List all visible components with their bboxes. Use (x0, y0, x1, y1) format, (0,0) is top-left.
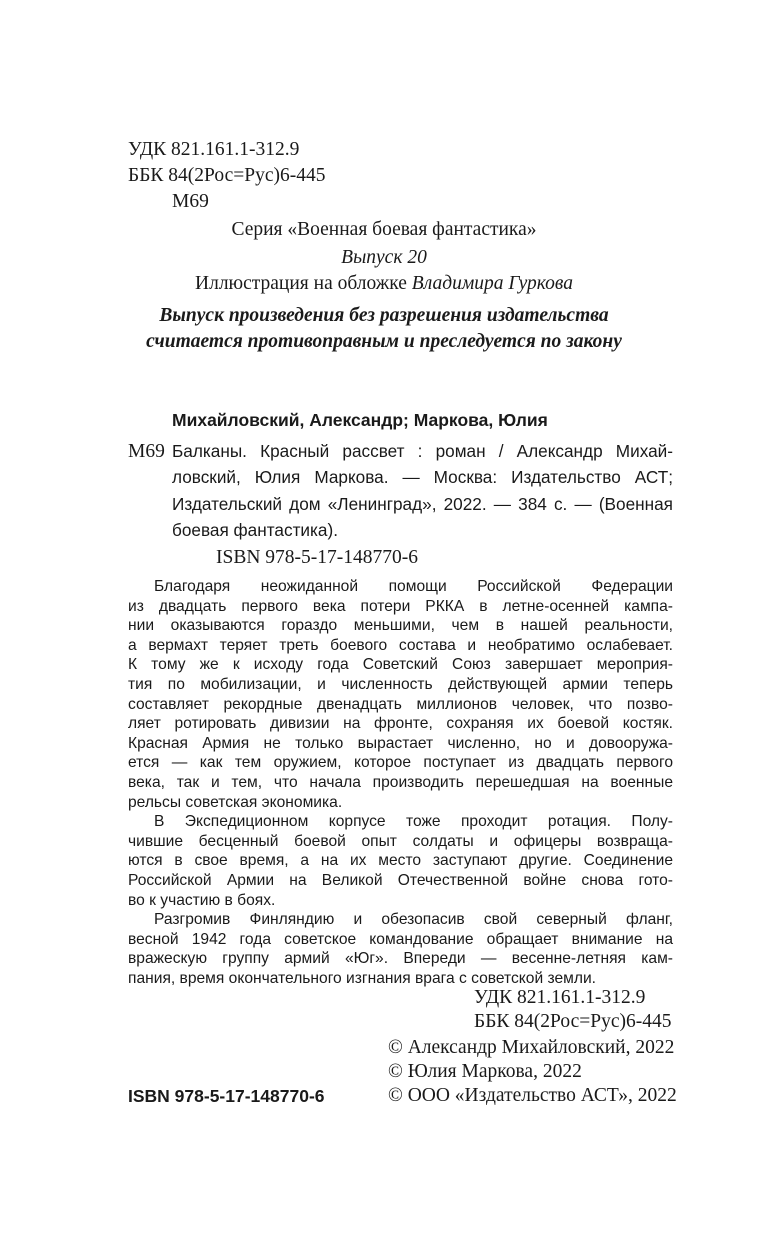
udk-code: УДК 821.161.1-312.9 (128, 139, 300, 160)
illustrator-name: Владимира Гуркова (411, 273, 573, 294)
record-mark: М69 (128, 441, 165, 462)
record-description (172, 438, 673, 544)
copyright-author2: © Юлия Маркова, 2022 (388, 1061, 582, 1082)
annotation-line: века, так и тем, что начала производить перешедшая на военные (128, 773, 673, 791)
record-line: Балканы. Красный рассвет : роман / Александр Михай- (172, 441, 673, 461)
illustration-credit (0, 272, 768, 296)
annotation-text (128, 577, 673, 988)
annotation-line: весной 1942 года советское командование обращает внимание на (128, 930, 673, 948)
annotation-line: ются в свое время, а на их место заступают другие. Соединение (128, 852, 673, 870)
annotation-line: ляет ротировать дивизии на фронте, сохраняя их боевой костяк. (128, 715, 673, 733)
copyright-author1: © Александр Михайловский, 2022 (388, 1037, 675, 1058)
annotation-line: Разгромив Финляндию и обезопасив свой северный фланг, (154, 911, 673, 929)
annotation-line: пания, время окончательного изгнания врага с советской земли. (128, 969, 596, 987)
footer-isbn: ISBN 978-5-17-148770-6 (128, 1086, 325, 1106)
annotation-line: составляет рекордные двенадцать миллионов человек, что позво- (128, 695, 673, 713)
annotation-line: Российской Армии на Великой Отечественной войне снова гото- (128, 871, 673, 889)
annotation-line: тия по мобилизации, и численность действующей армии теперь (128, 675, 673, 693)
annotation-line: Благодаря неожиданной помощи Российской Федерации (154, 578, 673, 595)
annotation-line: Красная Армия не только вырастает численно, но и довооружа- (128, 734, 673, 752)
record-isbn: ISBN 978-5-17-148770-6 (216, 547, 419, 568)
annotation-line: В Экспедиционном корпусе тоже проходит ротация. Полу- (154, 813, 673, 831)
series-issue: Выпуск 20 (341, 247, 427, 268)
copyright-warning-line1: Выпуск произведения без разрешения издательства (159, 305, 609, 326)
annotation-line: ется — как тем оружием, которое поступает из двадцать первого (128, 754, 673, 772)
series-line: Серия «Военная боевая фантастика» (231, 219, 537, 240)
copyright-publisher: © ООО «Издательство АСТ», 2022 (388, 1085, 677, 1106)
record-line: Издательский дом «Ленинград», 2022. — 384 с. — (Военная (172, 493, 673, 514)
annotation-line: нии оказываются гораздо меньшими, чем в нашей реальности, (128, 617, 673, 635)
footer-udk: УДК 821.161.1-312.9 (474, 987, 646, 1008)
footer-bbk: ББК 84(2Рос=Рус)6-445 (474, 1011, 672, 1032)
record-authors: Михайловский, Александр; Маркова, Юлия (172, 410, 548, 430)
annotation-line: чившие бесценный боевой опыт солдаты и офицеры возвраща- (128, 832, 673, 850)
annotation-line: К тому же к исходу года Советский Союз завершает мероприя- (128, 656, 673, 674)
author-mark: М69 (172, 191, 209, 212)
copyright-warning-line2: считается противоправным и преследуется по закону (146, 331, 622, 352)
annotation-line: во к участию в боях. (128, 891, 276, 909)
annotation-line: рельсы советская экономика. (128, 793, 343, 811)
bbk-code: ББК 84(2Рос=Рус)6-445 (128, 165, 326, 186)
record-line: ловский, Юлия Маркова. — Москва: Издательство АСТ; (172, 467, 673, 488)
annotation-line: вражескую группу армий «Юг». Впереди — весенне-летняя кам- (128, 950, 673, 968)
illustration-prefix: Иллюстрация на обложке (195, 273, 412, 294)
annotation-line: из двадцать первого века потери РККА в летне-осенней кампа- (128, 597, 673, 615)
annotation-line: а вермахт теряет треть боевого состава и необратимо ослабевает. (128, 636, 673, 654)
record-line: боевая фантастика). (172, 520, 338, 541)
